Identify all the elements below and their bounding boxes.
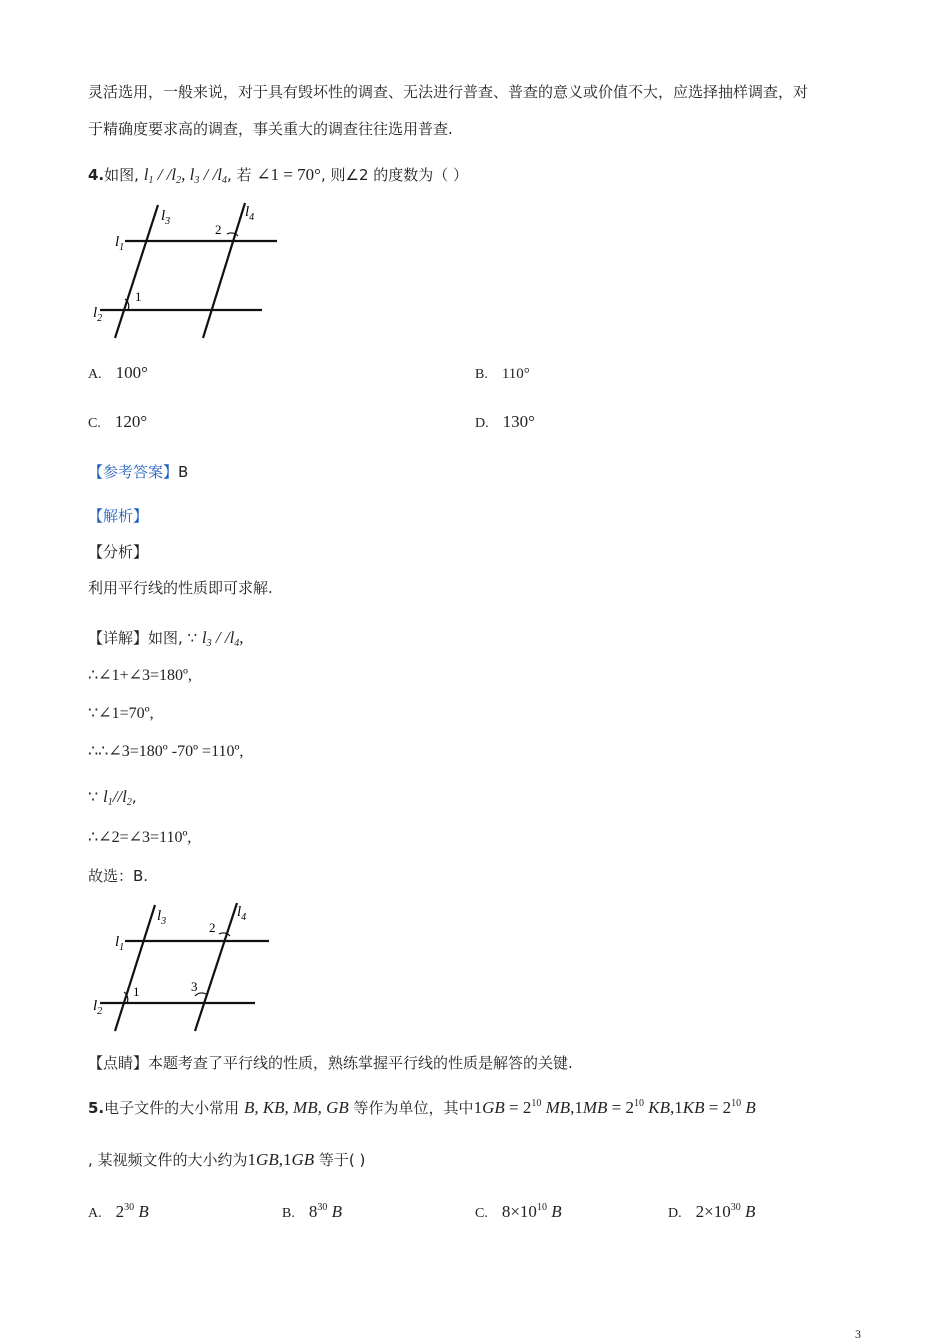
comment-line [88,1053,573,1073]
q4-stem-prefix: 如图, [104,166,139,184]
fig2-label-l1: $l_1$ [115,934,125,953]
q4-option-b[interactable]: B. 110° [475,366,530,382]
step-5: ∴∠2=∠3=110º, [88,829,192,846]
fig2-label-l4: $l_4$ [237,904,247,923]
intro-line-1: 灵活选用，一般来说，对于具有毁坏性的调查、无法进行普查、普查的意义或价值不大，应选择抽样调查，对 [88,83,809,101]
answer-label: 【参考答案】 [88,463,179,481]
q5-units: B, KB, MB, GB [243,1098,349,1117]
q4-stem-math2: ∠1 = 70° [256,165,321,184]
q4-answer [88,462,188,482]
fig1-label-angle-2: 2 [215,222,222,237]
comment-label: 【点睛】 [88,1054,149,1072]
fig1-label-l2: $l_2$ [93,305,103,324]
conclusion: 故选：B. [88,867,149,885]
fig2-label-angle-3: 3 [191,979,198,994]
q4-figure-2 [85,898,285,1038]
detail-line [88,628,244,654]
fig1-label-l4: $l_4$ [245,204,255,223]
q5-number: 5. [88,1099,105,1117]
q5-stem-part2: 等作为单位，其中 [353,1099,474,1117]
q5-stem-part4: 等于( ) [318,1151,366,1169]
fig2-label-l2: $l_2$ [93,998,103,1017]
fenxi-label: 【分析】 [88,543,149,561]
q5-stem-part3: , 某视频文件的大小约为 [88,1151,248,1169]
fig2-label-angle-2: 2 [209,920,216,935]
fig1-label-angle-1: 1 [135,289,142,304]
comment-text: 本题考查了平行线的性质，熟练掌握平行线的性质是解答的关键. [148,1054,573,1072]
step-1: ∴∠1+∠3=180º, [88,667,192,684]
answer-value: B [178,463,189,481]
q5-relation: $1GB = 2^{10}$ $MB,1MB = 2^{10}$ $KB,1KB = 2^{10}$ B [473,1098,756,1117]
fenxi-text: 利用平行线的性质即可求解. [88,579,273,597]
fig2-line-l3 [115,905,155,1031]
step-3: ∴∴∠3=180º -70º =110º, [88,743,244,760]
q4-stem-math: $l_1 / /l_2$, $l_3 / /l_4$ [143,165,228,186]
page-number: 3 [855,1327,861,1341]
q4-figure-1 [85,198,285,343]
intro-line-2: 于精确度要求高的调查，事关重大的调查往往选用普查. [88,120,453,138]
q4-stem [88,165,468,191]
q5-option-a[interactable]: A. $2^{30}$ B [88,1202,149,1221]
q4-stem-suffix: , 则∠2 的度数为（ ） [320,166,469,184]
fig2-angle-2-arc [219,933,230,936]
fig2-line-l4 [195,903,237,1031]
q4-number: 4. [88,166,105,184]
fig2-label-angle-1: 1 [133,984,140,999]
fig1-label-l3: $l_3$ [161,208,171,227]
q5-option-b[interactable]: B. $8^{30}$ B [282,1202,342,1221]
q4-option-c[interactable]: C. 120° [88,412,148,431]
q5-option-d[interactable]: D. $2\times 10^{30}$ B [668,1202,756,1221]
detail-text: 如图, ∵ [148,629,198,647]
q5-stem-part1: 电子文件的大小常用 [104,1099,240,1117]
q5-size: 1GB,1GB [247,1150,315,1169]
q5-stem-line-1 [88,1094,756,1118]
step-2: ∵∠1=70º, [88,705,154,722]
fig1-label-l1: $l_1$ [115,234,125,253]
analysis-label: 【解析】 [88,507,149,525]
step-4: ∵ $l_1//l_2$, [88,787,137,808]
q5-stem-line-2 [88,1150,365,1170]
fig1-line-l4 [203,203,245,338]
q5-option-c[interactable]: C. $8\times 10^{10}$ B [475,1202,562,1221]
q4-option-d[interactable]: D. 130° [475,412,535,431]
q4-stem-mid: , 若 [227,166,252,184]
fig1-line-l3 [115,205,158,338]
fig2-label-l3: $l_3$ [157,908,167,927]
detail-math: $l_3 / /l_4$, [201,628,244,649]
q4-option-a[interactable]: A. 100° [88,363,148,382]
detail-label: 【详解】 [88,629,149,647]
